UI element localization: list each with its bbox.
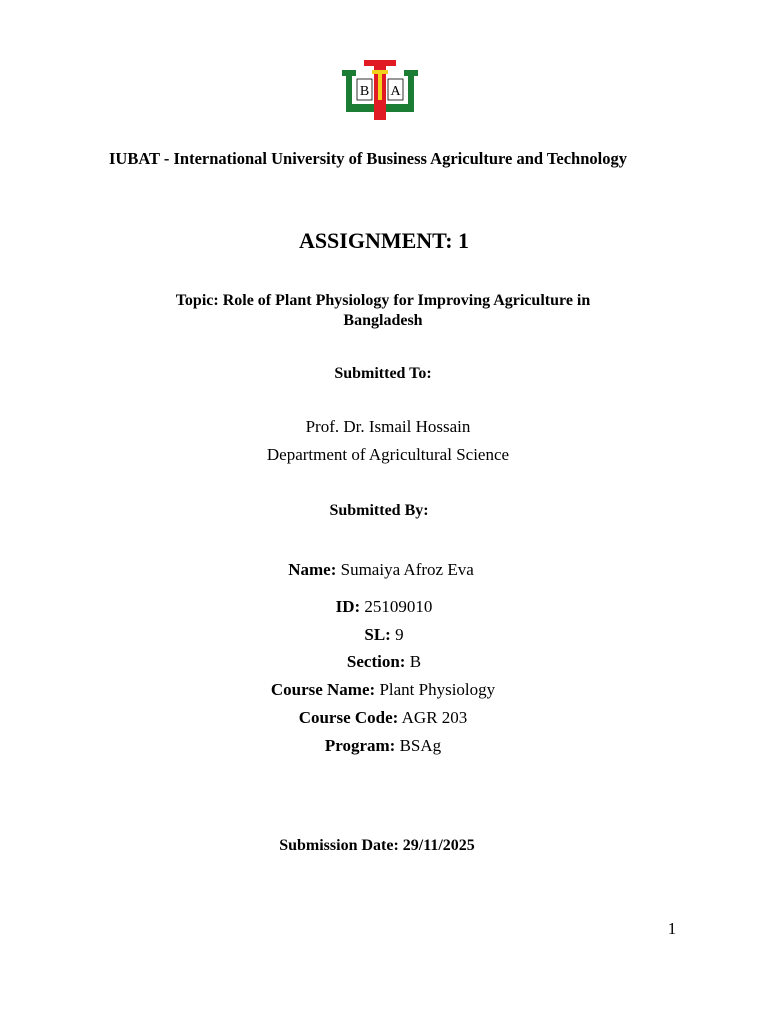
section-value: B <box>409 652 422 671</box>
logo-letter-b: B <box>359 84 370 99</box>
page-number: 1 <box>667 919 677 938</box>
course-name-label: Course Name: <box>270 680 376 699</box>
section-label: Section: <box>346 652 406 671</box>
submission-date: Submission Date: 29/11/2025 <box>279 837 475 854</box>
serial-row <box>0 625 768 645</box>
student-name-label: Name: <box>288 560 337 579</box>
submitted-by-heading: Submitted By: <box>329 502 429 519</box>
topic-line-2: Bangladesh <box>343 311 423 329</box>
program-value: BSAg <box>399 736 442 755</box>
serial-label: SL: <box>364 625 391 644</box>
topic-line-1: Topic: Role of Plant Physiology for Improving Agriculture in <box>175 292 591 309</box>
supervisor-department: Department of Agricultural Science <box>266 445 510 464</box>
logo-yellow-t-bar <box>372 70 388 74</box>
course-code-label: Course Code: <box>298 708 399 727</box>
serial-value: 9 <box>395 625 404 644</box>
topic <box>0 291 766 330</box>
program-row <box>0 736 766 756</box>
program-label: Program: <box>324 736 396 755</box>
logo-red-top <box>364 60 396 66</box>
student-name-row <box>0 560 762 580</box>
course-code-value: AGR 203 <box>401 708 468 727</box>
course-code-row <box>0 708 766 728</box>
student-id-row <box>0 597 768 617</box>
logo-letter-a: A <box>390 84 401 99</box>
university-name: IUBAT - International University of Business Agriculture and Technology <box>109 149 627 168</box>
course-name-row <box>0 680 766 700</box>
course-name-value: Plant Physiology <box>379 680 496 699</box>
section-row <box>0 652 768 672</box>
student-id-value: 25109010 <box>364 597 433 616</box>
assignment-title: ASSIGNMENT: 1 <box>298 228 470 253</box>
supervisor-name: Prof. Dr. Ismail Hossain <box>305 417 471 436</box>
student-name-value: Sumaiya Afroz Eva <box>340 560 474 579</box>
student-id-label: ID: <box>335 597 361 616</box>
iubat-logo <box>340 58 420 122</box>
logo-yellow-t-stem <box>378 74 382 100</box>
submitted-to-heading: Submitted To: <box>334 365 432 382</box>
